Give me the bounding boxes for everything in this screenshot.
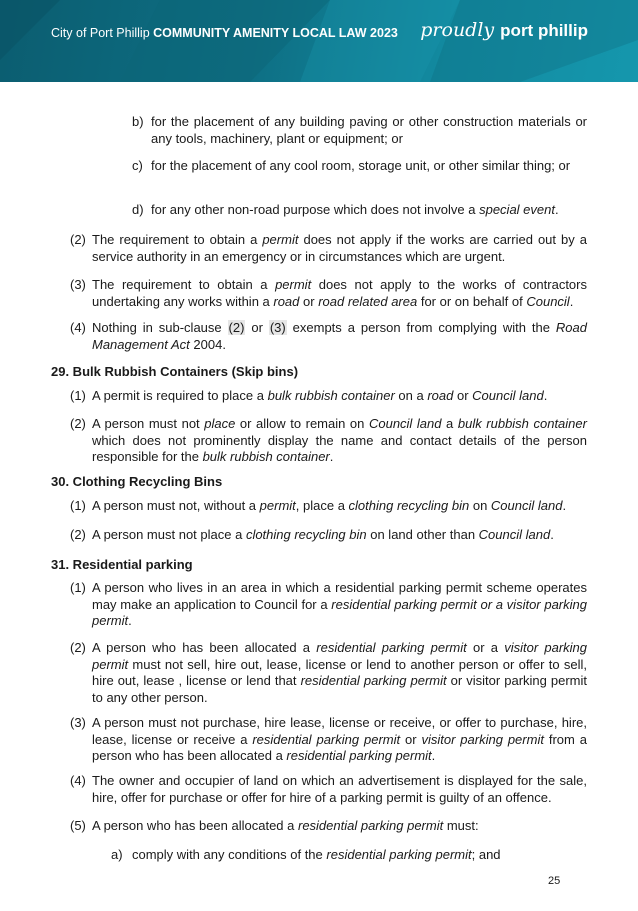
subclause-label: (2) — [70, 416, 86, 431]
item-label: a) — [111, 847, 123, 862]
s31-subclause-3-text: A person must not purchase, hire lease, license or receive, or offer to purchase, hire, lease, license or receive a residential parking permit or visitor parking permit from a person who has been allocated a residential parking permit. — [92, 715, 587, 763]
item-label: b) — [132, 114, 144, 129]
subclause-label: (2) — [70, 527, 86, 542]
subclause-label: (5) — [70, 818, 86, 833]
s30-subclause-2-text: A person must not place a clothing recycling bin on land other than Council land. — [92, 527, 554, 542]
cross-reference-link[interactable]: (3) — [269, 320, 286, 335]
item-c-text: for the placement of any cool room, storage unit, or other similar thing; or — [151, 158, 571, 173]
subclause-label: (2) — [70, 232, 86, 247]
subclause-label: (1) — [70, 580, 86, 595]
subclause-3-text: The requirement to obtain a permit does not apply to the works of contractors undertaking any works within a road or road related area for or on behalf of Council. — [92, 277, 587, 309]
subclause-2-text: The requirement to obtain a permit does not apply if the works are carried out by a service authority in an emergency or in circumstances which are urgent. — [92, 232, 587, 264]
s31-item-a-text: comply with any conditions of the residential parking permit; and — [132, 847, 501, 862]
cross-reference-link[interactable]: (2) — [228, 320, 245, 335]
s29-subclause-1-text: A permit is required to place a bulk rubbish container on a road or Council land. — [92, 388, 548, 403]
brand-script: proudly — [420, 19, 495, 41]
subclause-label: (4) — [70, 773, 86, 788]
s31-subclause-4-text: The owner and occupier of land on which an advertisement is displayed for the sale, hire, offer for purchase or offer for hire of a parking permit is guilty of an offence. — [92, 773, 587, 805]
subclause-label: (1) — [70, 388, 86, 403]
subclause-label: (3) — [70, 715, 86, 730]
page-number: 25 — [548, 875, 561, 887]
subclause-label: (2) — [70, 640, 86, 655]
s31-subclause-1-text: A person who lives in an area in which a residential parking permit scheme operates may make an application to Council for a residential parking permit or a visitor parking permit. — [92, 580, 587, 628]
subclause-label: (3) — [70, 277, 86, 292]
subclause-label: (4) — [70, 320, 86, 335]
subclause-label: (1) — [70, 498, 86, 513]
s29-subclause-2-text: A person must not place or allow to remain on Council land a bulk rubbish container which does not prominently display the name and contact details of the person responsible for the bulk rubbish container. — [92, 416, 587, 464]
brand-name: port phillip — [500, 21, 588, 40]
header-title: City of Port Phillip COMMUNITY AMENITY LOCAL LAW 2023 — [51, 26, 398, 40]
section-heading: 29. Bulk Rubbish Containers (Skip bins) — [51, 364, 299, 379]
s31-subclause-5-text: A person who has been allocated a residential parking permit must: — [92, 818, 479, 833]
item-d-text: for any other non-road purpose which does not involve a special event. — [151, 202, 559, 217]
s30-subclause-1-text: A person must not, without a permit, place a clothing recycling bin on Council land. — [92, 498, 567, 513]
s31-subclause-2-text: A person who has been allocated a residential parking permit or a visitor parking permit must not sell, hire out, lease, license or lend to another person or offer to sell, hire out, lease , license or lend that residential parking permit or visitor parking permit to any other person. — [92, 640, 588, 705]
item-b-text: for the placement of any building paving or other construction materials or any tools, machinery, plant or equipment; or — [151, 114, 587, 146]
item-label: d) — [132, 202, 144, 217]
section-heading: 30. Clothing Recycling Bins — [51, 474, 223, 489]
subclause-4-text: Nothing in sub-clause (2) or (3) exempts a person from complying with the Road Management Act 2004. — [92, 320, 587, 352]
item-label: c) — [132, 158, 143, 173]
section-heading: 31. Residential parking — [51, 557, 193, 572]
